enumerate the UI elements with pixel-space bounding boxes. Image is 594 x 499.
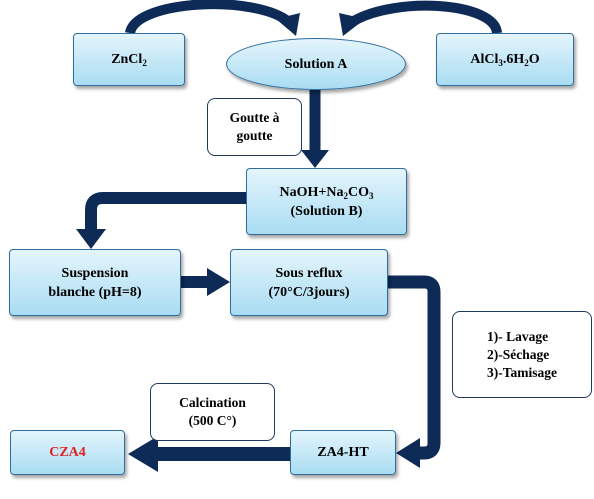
arrow-reflux-to-za4 [388,282,434,453]
reflux-line1: Sous reflux [275,265,343,281]
suspension-line2: blanche (pH=8) [48,284,142,300]
step-sechage: 2)-Séchage [487,346,550,362]
node-zncl2 [73,33,185,86]
node-solution-b [246,168,407,235]
solution-b-sub2: 3 [368,190,374,201]
node-cza4 [10,430,125,475]
zncl2-main: ZnCl [111,52,143,67]
arrowhead-suspension [76,229,106,249]
arrowhead-reflux [207,268,230,296]
solution-b-part2: CO [347,184,369,200]
goutte-line2: goutte [236,128,273,143]
node-sous-reflux [230,249,388,316]
note-steps [452,311,592,398]
alcl3-sub1: 3 [498,58,503,68]
note-calcination [150,383,275,441]
zncl2-sub: 2 [142,58,147,68]
solution-a-label: Solution A [284,56,348,72]
node-alcl3 [436,33,574,86]
step-lavage: 1)- Lavage [487,328,549,344]
node-suspension [9,249,181,316]
calcination-line1: Calcination [179,395,246,410]
calcination-line2: (500 C°) [188,413,237,428]
alcl3-sub2: 2 [524,58,529,68]
solution-b-part1: NaOH+Na [279,184,344,200]
alcl3-part2: .6H [502,52,525,67]
arrowhead-za4 [396,438,420,468]
reflux-line2: (70°C/3jours) [268,284,350,300]
cza4-label: CZA4 [49,445,86,460]
node-za4-ht [290,430,396,475]
suspension-line1: Suspension [61,265,129,281]
arrowhead-solution-b [301,150,329,168]
za4-ht-label: ZA4-HT [317,445,369,460]
arrowhead-cza4 [128,436,158,472]
note-goutte-a-goutte [207,98,302,156]
alcl3-part3: O [528,52,540,67]
solution-b-sub1: 2 [343,190,348,201]
arrow-alcl3-to-solution-a [352,6,497,33]
alcl3-part1: AlCl [470,52,499,67]
goutte-line1: Goutte à [229,110,280,125]
arrow-zncl2-to-solution-a [130,4,289,33]
node-solution-a [226,38,406,90]
arrow-solution-b-to-suspension [91,198,246,232]
step-tamisage: 3)-Tamisage [487,364,557,380]
solution-b-line2: (Solution B) [290,203,363,219]
